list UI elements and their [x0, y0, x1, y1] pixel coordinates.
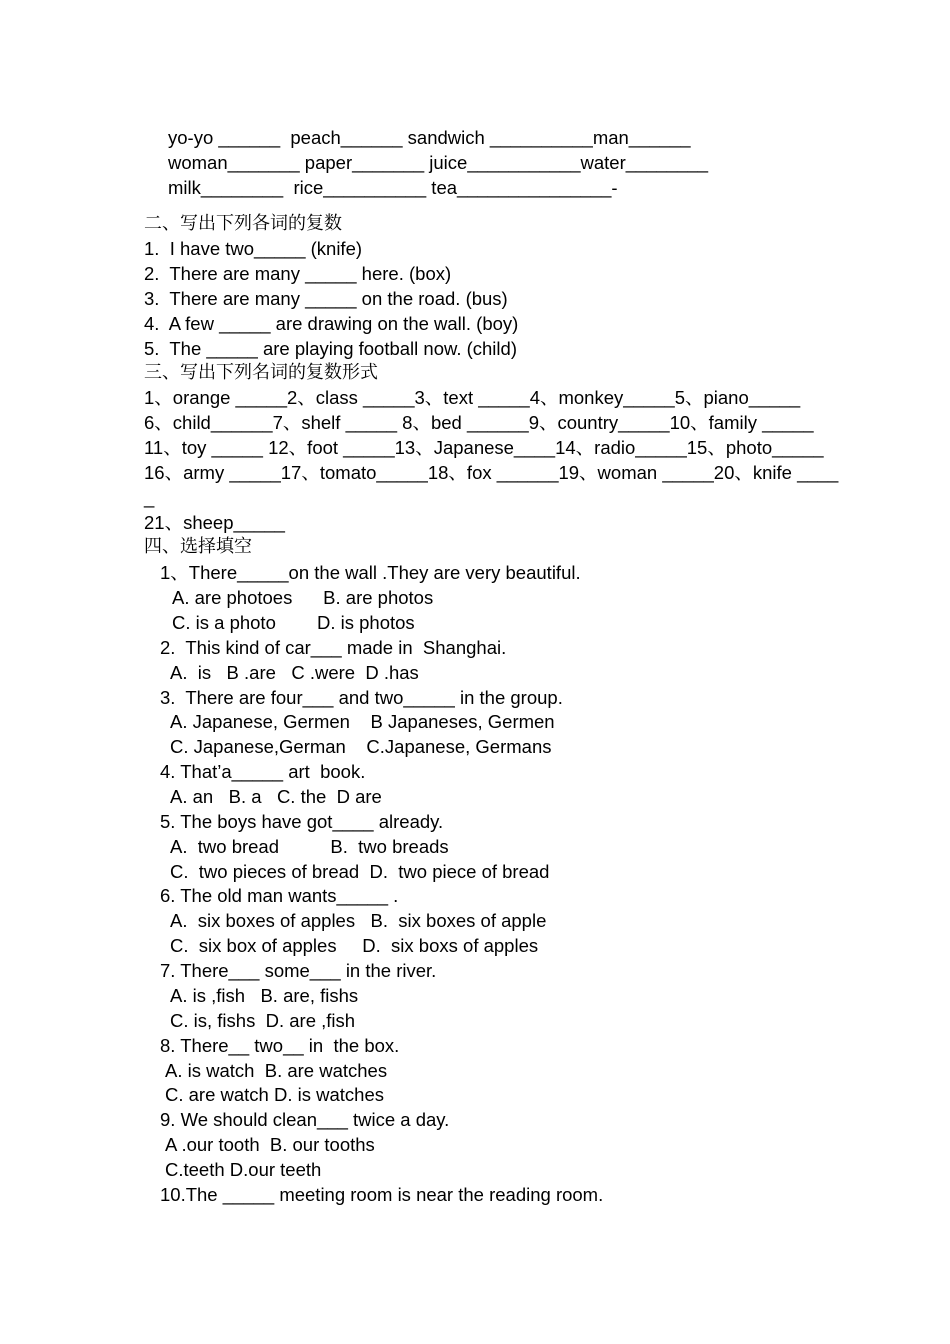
mc-question: 10.The _____ meeting room is near the reading room.: [160, 1184, 604, 1205]
mc-options: A. six boxes of apples B. six boxes of apple: [170, 910, 547, 931]
mc-options: C. six box of apples D. six boxs of apples: [170, 935, 539, 956]
mc-options: A. is watch B. are watches: [165, 1060, 388, 1081]
question-line: 4. A few _____ are drawing on the wall. (boy): [144, 313, 519, 334]
mc-options: C. two pieces of bread D. two piece of bread: [170, 861, 550, 882]
plural-list-line: 21、sheep_____: [144, 512, 285, 533]
section-4-heading: 四、选择填空: [144, 536, 252, 557]
section-2-heading: 二、写出下列各词的复数: [144, 213, 342, 234]
mc-options: A. an B. a C. the D are: [170, 786, 382, 807]
mc-question: 4. That’a_____ art book.: [160, 761, 366, 782]
mc-options: C. is a photo D. is photos: [172, 612, 415, 633]
question-line: 2. There are many _____ here. (box): [144, 263, 452, 284]
mc-question: 5. The boys have got____ already.: [160, 811, 444, 832]
mc-question: 8. There__ two__ in the box.: [160, 1035, 400, 1056]
question-line: 3. There are many _____ on the road. (bus): [144, 288, 508, 309]
word-list-line-3: milk________ rice__________ tea_______________-: [168, 177, 618, 198]
mc-options: A. is ,fish B. are, fishs: [170, 985, 359, 1006]
mc-question: 7. There___ some___ in the river.: [160, 960, 437, 981]
mc-question: 6. The old man wants_____ .: [160, 885, 399, 906]
mc-options: C. is, fishs D. are ,fish: [170, 1010, 356, 1031]
mc-question: 9. We should clean___ twice a day.: [160, 1109, 450, 1130]
mc-question: 2. This kind of car___ made in Shanghai.: [160, 637, 507, 658]
mc-options: A. is B .are C .were D .has: [170, 662, 419, 683]
plural-list-line: 11、toy _____ 12、foot _____13、Japanese____14、radio_____15、photo_____: [144, 437, 824, 458]
question-line: 5. The _____ are playing football now. (child): [144, 338, 517, 359]
plural-list-line: 1、orange _____2、class _____3、text _____4、monkey_____5、piano_____: [144, 387, 801, 408]
word-list-line-1: yo-yo ______ peach______ sandwich __________man______: [168, 127, 691, 148]
word-list-line-2: woman_______ paper_______ juice___________water________: [168, 152, 709, 173]
plural-list-line: 6、child______7、shelf _____ 8、bed ______9、country_____10、family _____: [144, 412, 814, 433]
plural-list-line: 16、army _____17、tomato_____18、fox ______19、woman _____20、knife ____: [144, 462, 839, 483]
question-line: 1. I have two_____ (knife): [144, 238, 363, 259]
mc-options: C. Japanese,German C.Japanese, Germans: [170, 736, 552, 757]
plural-list-overflow: _: [144, 487, 155, 508]
mc-question: 1、There_____on the wall .They are very beautiful.: [160, 562, 581, 583]
mc-options: A .our tooth B. our tooths: [165, 1134, 375, 1155]
mc-options: A. are photoes B. are photos: [172, 587, 434, 608]
mc-options: C.teeth D.our teeth: [165, 1159, 322, 1180]
mc-options: A. two bread B. two breads: [170, 836, 449, 857]
mc-question: 3. There are four___ and two_____ in the group.: [160, 687, 563, 708]
mc-options: C. are watch D. is watches: [165, 1084, 384, 1105]
section-3-heading: 三、写出下列名词的复数形式: [144, 362, 378, 383]
mc-options: A. Japanese, Germen B Japaneses, Germen: [170, 711, 555, 732]
